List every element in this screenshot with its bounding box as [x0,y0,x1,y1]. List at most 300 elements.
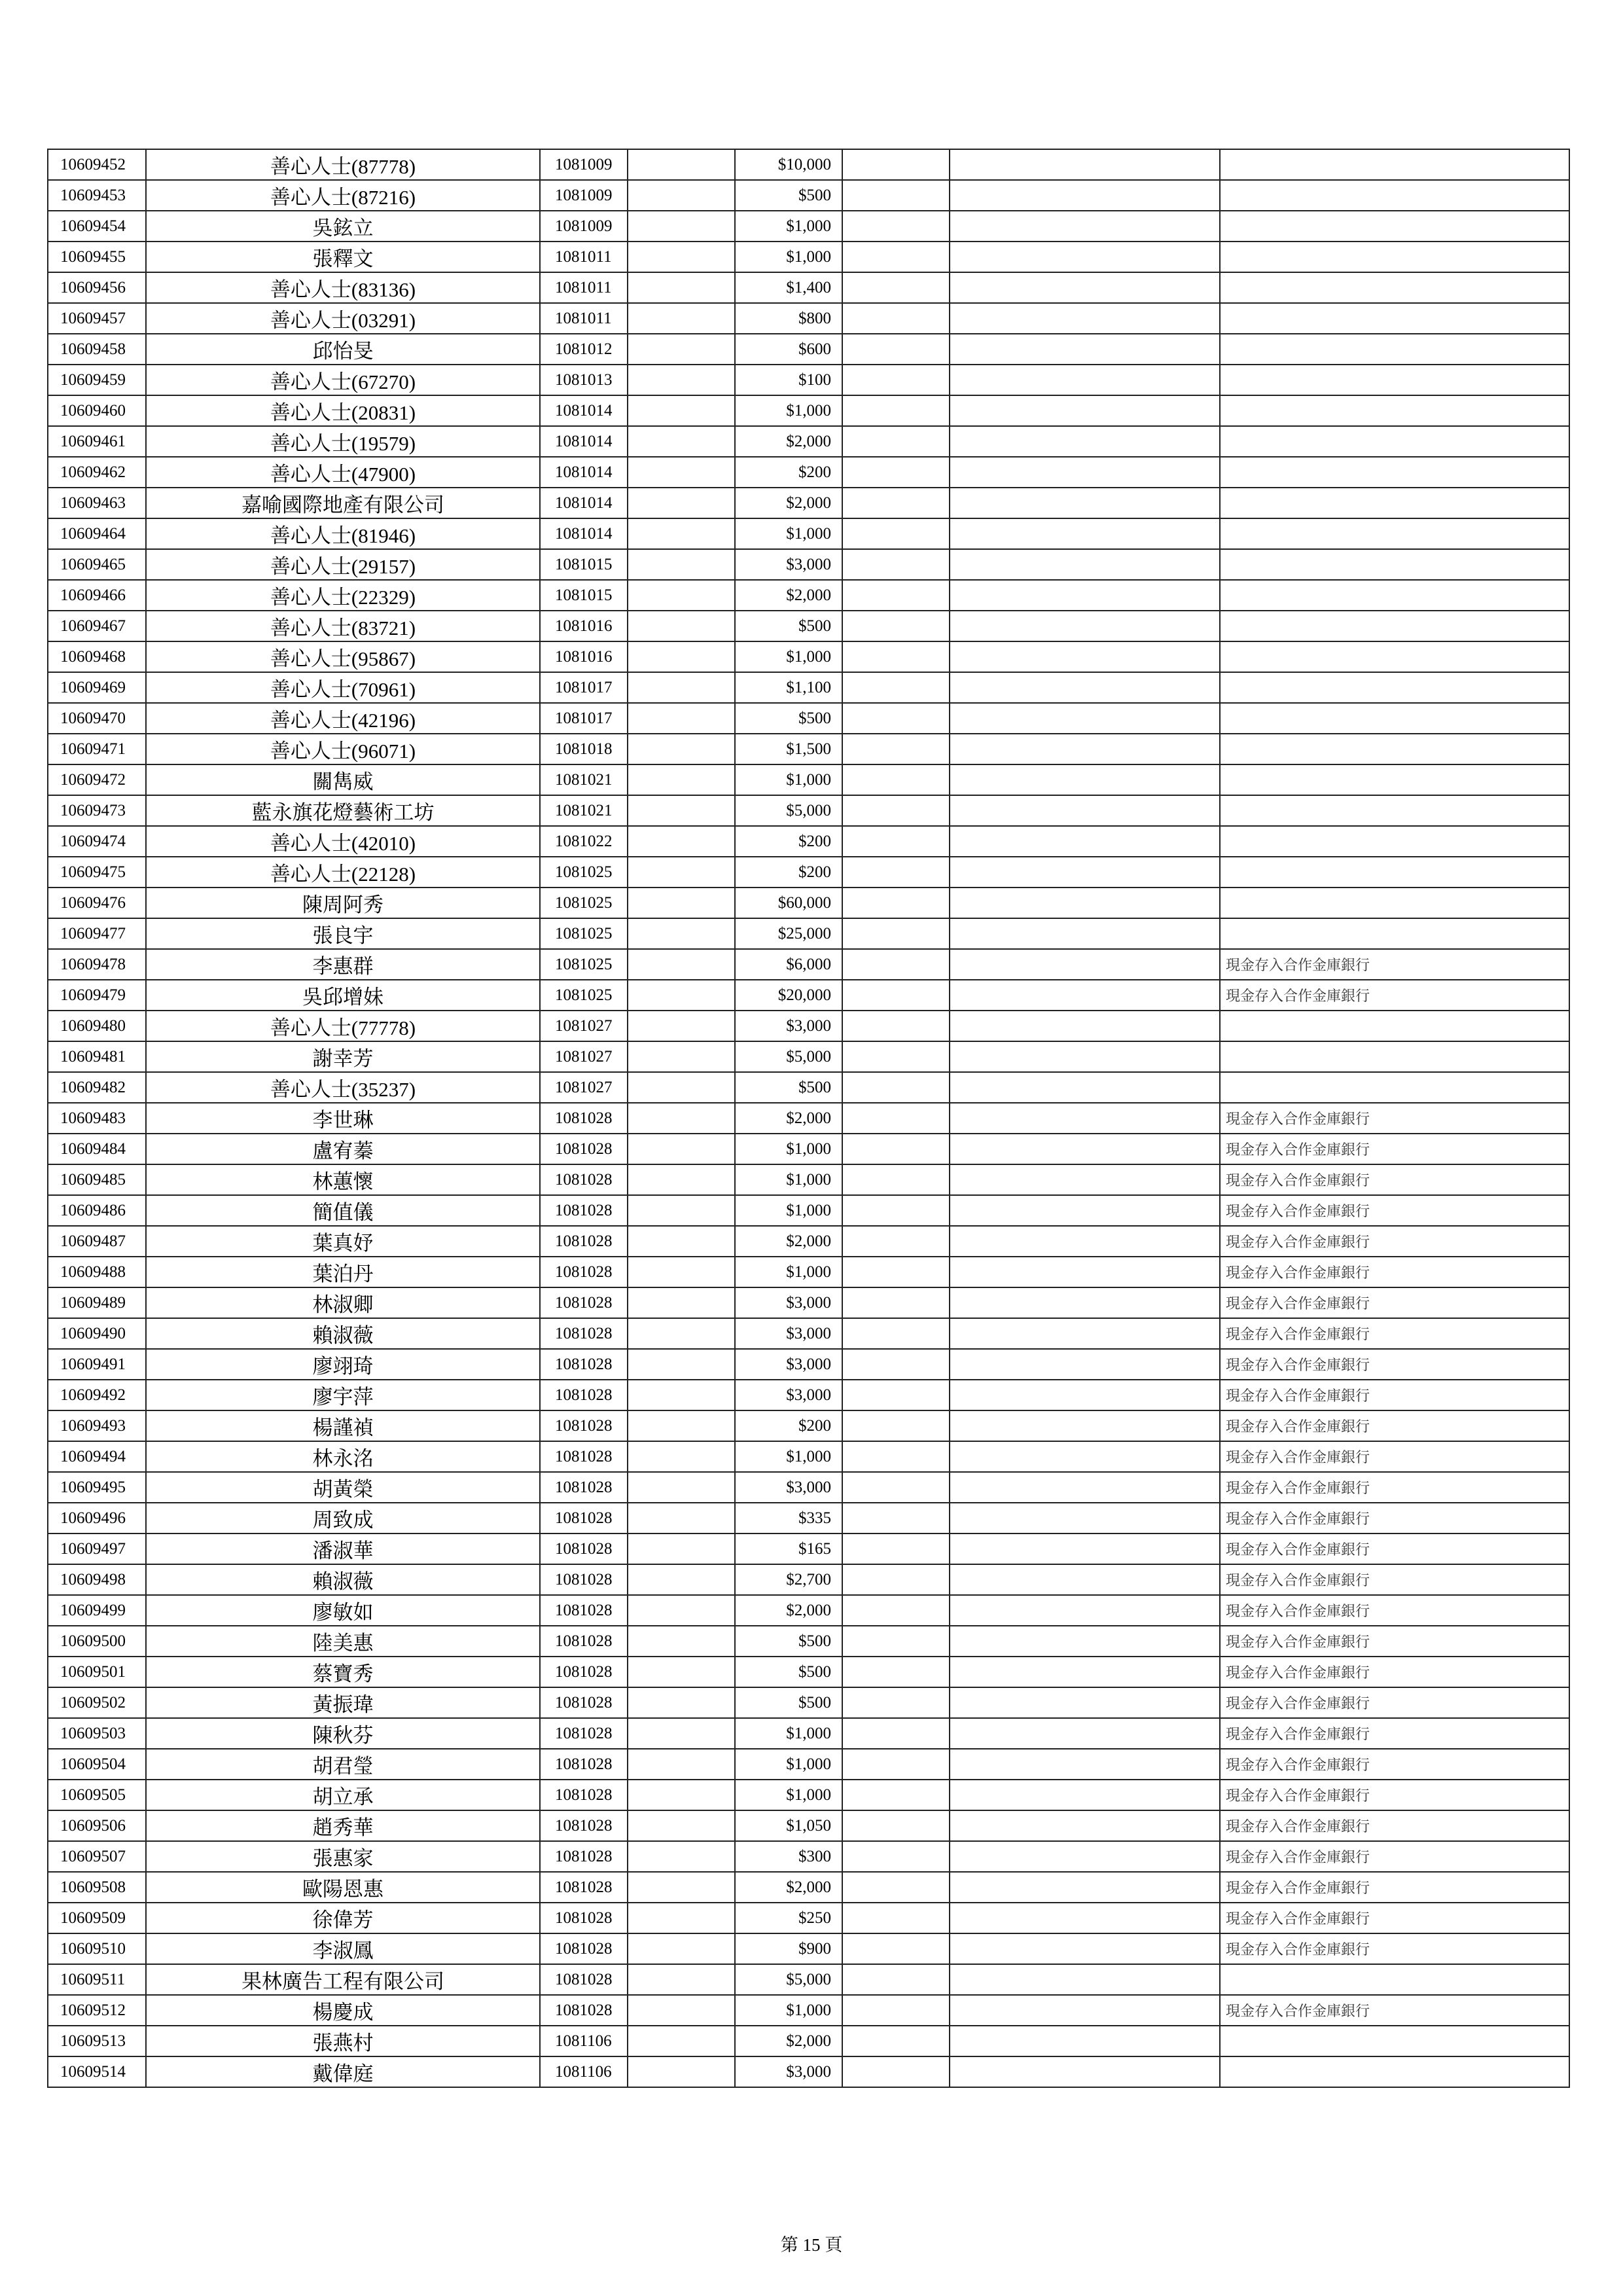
blank-cell [842,1164,950,1195]
amount-cell: $1,000 [735,1749,842,1780]
blank-cell [842,1441,950,1472]
blank-cell [842,1134,950,1164]
donor-name-cell: 善心人士(81946) [146,518,540,549]
table-row [48,888,1569,918]
donor-name-cell: 廖翊琦 [146,1349,540,1380]
blank-cell [842,1872,950,1903]
donation-date-cell: 1081015 [540,580,628,611]
remark-cell [1220,1011,1569,1041]
blank-cell [950,1933,1220,1964]
receipt-number-cell: 10609504 [48,1749,146,1780]
amount-cell: $500 [735,1626,842,1657]
blank-cell [842,1841,950,1872]
remark-cell: 現金存入合作金庫銀行 [1220,1841,1569,1872]
donor-name-cell: 善心人士(19579) [146,426,540,457]
amount-cell: $1,000 [735,1164,842,1195]
donor-name-cell: 善心人士(42196) [146,703,540,734]
table-row [48,1964,1569,1995]
donation-date-cell: 1081025 [540,857,628,888]
remark-cell [1220,857,1569,888]
donation-date-cell: 1081011 [540,242,628,272]
donation-date-cell: 1081027 [540,1072,628,1103]
remark-cell [1220,764,1569,795]
donation-date-cell: 1081028 [540,1657,628,1687]
amount-cell: $25,000 [735,918,842,949]
donation-date-cell: 1081028 [540,1441,628,1472]
blank-cell [950,1195,1220,1226]
remark-cell [1220,488,1569,518]
receipt-number-cell: 10609475 [48,857,146,888]
donation-date-cell: 1081025 [540,888,628,918]
donor-name-cell: 李世琳 [146,1103,540,1134]
donor-name-cell: 楊謹禎 [146,1410,540,1441]
blank-cell [842,488,950,518]
blank-cell [950,1687,1220,1718]
remark-cell: 現金存入合作金庫銀行 [1220,1195,1569,1226]
donor-name-cell: 善心人士(87778) [146,149,540,180]
amount-cell: $1,000 [735,1257,842,1287]
receipt-number-cell: 10609514 [48,2056,146,2087]
blank-cell [628,1626,735,1657]
blank-cell [628,580,735,611]
amount-cell: $5,000 [735,1964,842,1995]
blank-cell [950,242,1220,272]
table-row [48,1195,1569,1226]
amount-cell: $500 [735,1687,842,1718]
blank-cell [628,1072,735,1103]
blank-cell [628,211,735,242]
donor-name-cell: 盧宥蓁 [146,1134,540,1164]
blank-cell [628,365,735,395]
blank-cell [950,1780,1220,1810]
donation-date-cell: 1081016 [540,641,628,672]
table-row [48,1349,1569,1380]
blank-cell [842,1072,950,1103]
amount-cell: $1,100 [735,672,842,703]
blank-cell [950,1226,1220,1257]
amount-cell: $500 [735,1072,842,1103]
donation-date-cell: 1081014 [540,488,628,518]
amount-cell: $1,000 [735,1780,842,1810]
amount-cell: $500 [735,1657,842,1687]
remark-cell: 現金存入合作金庫銀行 [1220,1349,1569,1380]
blank-cell [842,1964,950,1995]
blank-cell [842,795,950,826]
table-row [48,1134,1569,1164]
amount-cell: $2,700 [735,1564,842,1595]
table-row [48,1810,1569,1841]
amount-cell: $335 [735,1503,842,1534]
blank-cell [842,980,950,1011]
blank-cell [628,1564,735,1595]
receipt-number-cell: 10609508 [48,1872,146,1903]
blank-cell [628,1964,735,1995]
amount-cell: $2,000 [735,1595,842,1626]
receipt-number-cell: 10609496 [48,1503,146,1534]
receipt-number-cell: 10609512 [48,1995,146,2026]
blank-cell [628,949,735,980]
donation-date-cell: 1081028 [540,1164,628,1195]
blank-cell [628,180,735,211]
blank-cell [950,1841,1220,1872]
table-row [48,1657,1569,1687]
donation-date-cell: 1081009 [540,180,628,211]
amount-cell: $1,000 [735,764,842,795]
amount-cell: $600 [735,334,842,365]
donor-name-cell: 簡值儀 [146,1195,540,1226]
table-row [48,1595,1569,1626]
donation-date-cell: 1081028 [540,1134,628,1164]
remark-cell: 現金存入合作金庫銀行 [1220,1257,1569,1287]
table-row [48,518,1569,549]
donor-name-cell: 林淑卿 [146,1287,540,1318]
amount-cell: $200 [735,457,842,488]
blank-cell [950,641,1220,672]
receipt-number-cell: 10609452 [48,149,146,180]
receipt-number-cell: 10609472 [48,764,146,795]
receipt-number-cell: 10609465 [48,549,146,580]
donor-name-cell: 善心人士(70961) [146,672,540,703]
receipt-number-cell: 10609482 [48,1072,146,1103]
blank-cell [950,1564,1220,1595]
blank-cell [842,365,950,395]
blank-cell [950,1072,1220,1103]
donation-date-cell: 1081028 [540,1964,628,1995]
remark-cell: 現金存入合作金庫銀行 [1220,1318,1569,1349]
table-row [48,395,1569,426]
donor-name-cell: 賴淑薇 [146,1318,540,1349]
receipt-number-cell: 10609458 [48,334,146,365]
remark-cell [1220,149,1569,180]
amount-cell: $900 [735,1933,842,1964]
donor-name-cell: 張釋文 [146,242,540,272]
remark-cell [1220,888,1569,918]
receipt-number-cell: 10609481 [48,1041,146,1072]
table-row [48,734,1569,764]
receipt-number-cell: 10609464 [48,518,146,549]
donor-name-cell: 張良宇 [146,918,540,949]
donor-name-cell: 葉真妤 [146,1226,540,1257]
remark-cell: 現金存入合作金庫銀行 [1220,949,1569,980]
table-row [48,426,1569,457]
blank-cell [950,149,1220,180]
blank-cell [628,457,735,488]
remark-cell [1220,2056,1569,2087]
donor-name-cell: 善心人士(67270) [146,365,540,395]
receipt-number-cell: 10609483 [48,1103,146,1134]
blank-cell [950,1718,1220,1749]
remark-cell: 現金存入合作金庫銀行 [1220,1287,1569,1318]
remark-cell [1220,580,1569,611]
receipt-number-cell: 10609513 [48,2026,146,2056]
receipt-number-cell: 10609491 [48,1349,146,1380]
blank-cell [950,734,1220,764]
donation-date-cell: 1081028 [540,1995,628,2026]
table-row [48,1318,1569,1349]
blank-cell [628,918,735,949]
blank-cell [628,888,735,918]
blank-cell [628,1318,735,1349]
blank-cell [842,826,950,857]
blank-cell [628,857,735,888]
remark-cell: 現金存入合作金庫銀行 [1220,1995,1569,2026]
donor-name-cell: 吳鉉立 [146,211,540,242]
donor-name-cell: 戴偉庭 [146,2056,540,2087]
amount-cell: $3,000 [735,1011,842,1041]
blank-cell [842,703,950,734]
blank-cell [842,1011,950,1041]
donor-name-cell: 果林廣告工程有限公司 [146,1964,540,1995]
remark-cell [1220,365,1569,395]
blank-cell [842,457,950,488]
blank-cell [628,1995,735,2026]
table-row [48,1841,1569,1872]
blank-cell [628,1872,735,1903]
blank-cell [950,334,1220,365]
amount-cell: $500 [735,703,842,734]
remark-cell [1220,795,1569,826]
table-row [48,1103,1569,1134]
table-row [48,334,1569,365]
table-row [48,211,1569,242]
donation-date-cell: 1081021 [540,764,628,795]
amount-cell: $500 [735,180,842,211]
table-row [48,1380,1569,1410]
blank-cell [842,1410,950,1441]
donation-date-cell: 1081028 [540,1841,628,1872]
blank-cell [842,180,950,211]
blank-cell [950,426,1220,457]
donation-date-cell: 1081025 [540,949,628,980]
donor-name-cell: 林蕙懷 [146,1164,540,1195]
remark-cell: 現金存入合作金庫銀行 [1220,1380,1569,1410]
blank-cell [842,1257,950,1287]
amount-cell: $1,000 [735,395,842,426]
amount-cell: $1,400 [735,272,842,303]
remark-cell [1220,1964,1569,1995]
blank-cell [628,734,735,764]
blank-cell [842,2056,950,2087]
donor-name-cell: 謝幸芳 [146,1041,540,1072]
blank-cell [842,764,950,795]
blank-cell [628,703,735,734]
blank-cell [842,949,950,980]
blank-cell [950,1964,1220,1995]
donor-name-cell: 張燕村 [146,2026,540,2056]
blank-cell [950,980,1220,1011]
donation-date-cell: 1081028 [540,1503,628,1534]
blank-cell [628,2056,735,2087]
blank-cell [842,1380,950,1410]
table-row [48,2056,1569,2087]
table-row [48,1257,1569,1287]
blank-cell [628,1011,735,1041]
blank-cell [842,734,950,764]
donation-date-cell: 1081028 [540,1933,628,1964]
receipt-number-cell: 10609489 [48,1287,146,1318]
amount-cell: $200 [735,857,842,888]
blank-cell [628,1257,735,1287]
donor-name-cell: 楊慶成 [146,1995,540,2026]
blank-cell [628,1595,735,1626]
donation-date-cell: 1081021 [540,795,628,826]
blank-cell [628,488,735,518]
table-row [48,1164,1569,1195]
blank-cell [950,272,1220,303]
blank-cell [950,672,1220,703]
receipt-number-cell: 10609480 [48,1011,146,1041]
amount-cell: $2,000 [735,426,842,457]
donation-date-cell: 1081028 [540,1780,628,1810]
blank-cell [628,1718,735,1749]
blank-cell [628,1903,735,1933]
blank-cell [628,1841,735,1872]
blank-cell [950,365,1220,395]
donor-name-cell: 善心人士(83136) [146,272,540,303]
remark-cell: 現金存入合作金庫銀行 [1220,1410,1569,1441]
blank-cell [950,1287,1220,1318]
donation-date-cell: 1081028 [540,1318,628,1349]
blank-cell [628,764,735,795]
table-row [48,180,1569,211]
remark-cell: 現金存入合作金庫銀行 [1220,1472,1569,1503]
table-row [48,795,1569,826]
donor-name-cell: 徐偉芳 [146,1903,540,1933]
donation-date-cell: 1081028 [540,1410,628,1441]
table-row [48,1933,1569,1964]
amount-cell: $2,000 [735,580,842,611]
table-row [48,457,1569,488]
remark-cell [1220,641,1569,672]
blank-cell [950,826,1220,857]
table-row [48,703,1569,734]
amount-cell: $200 [735,1410,842,1441]
blank-cell [950,795,1220,826]
remark-cell: 現金存入合作金庫銀行 [1220,1872,1569,1903]
receipt-number-cell: 10609484 [48,1134,146,1164]
donor-name-cell: 胡立承 [146,1780,540,1810]
blank-cell [628,1195,735,1226]
donor-name-cell: 吳邱增妹 [146,980,540,1011]
blank-cell [950,180,1220,211]
table-row [48,918,1569,949]
receipt-number-cell: 10609485 [48,1164,146,1195]
donor-name-cell: 胡黃榮 [146,1472,540,1503]
remark-cell: 現金存入合作金庫銀行 [1220,1657,1569,1687]
blank-cell [842,1626,950,1657]
blank-cell [628,395,735,426]
donation-date-cell: 1081011 [540,272,628,303]
donation-date-cell: 1081015 [540,549,628,580]
table-row [48,1287,1569,1318]
table-row [48,1410,1569,1441]
donation-date-cell: 1081027 [540,1011,628,1041]
blank-cell [628,611,735,641]
donation-date-cell: 1081106 [540,2026,628,2056]
blank-cell [842,395,950,426]
donation-date-cell: 1081014 [540,395,628,426]
table-row [48,1534,1569,1564]
table-row [48,1780,1569,1810]
blank-cell [842,211,950,242]
remark-cell: 現金存入合作金庫銀行 [1220,1626,1569,1657]
blank-cell [842,1195,950,1226]
blank-cell [628,549,735,580]
donor-name-cell: 善心人士(95867) [146,641,540,672]
blank-cell [950,211,1220,242]
blank-cell [628,1041,735,1072]
blank-cell [842,1472,950,1503]
donation-date-cell: 1081027 [540,1041,628,1072]
donor-name-cell: 陳秋芬 [146,1718,540,1749]
blank-cell [628,1687,735,1718]
table-row [48,1072,1569,1103]
donation-date-cell: 1081028 [540,1472,628,1503]
table-row [48,1995,1569,2026]
blank-cell [628,149,735,180]
table-row [48,1226,1569,1257]
blank-cell [842,1226,950,1257]
receipt-number-cell: 10609453 [48,180,146,211]
amount-cell: $20,000 [735,980,842,1011]
blank-cell [842,857,950,888]
donation-date-cell: 1081028 [540,1257,628,1287]
amount-cell: $100 [735,365,842,395]
donation-date-cell: 1081028 [540,1749,628,1780]
remark-cell [1220,1041,1569,1072]
blank-cell [842,549,950,580]
donation-date-cell: 1081018 [540,734,628,764]
blank-cell [842,580,950,611]
receipt-number-cell: 10609477 [48,918,146,949]
remark-cell [1220,395,1569,426]
remark-cell: 現金存入合作金庫銀行 [1220,1564,1569,1595]
donation-date-cell: 1081028 [540,1349,628,1380]
table-row [48,149,1569,180]
remark-cell: 現金存入合作金庫銀行 [1220,1103,1569,1134]
amount-cell: $3,000 [735,2056,842,2087]
donation-date-cell: 1081028 [540,1226,628,1257]
remark-cell: 現金存入合作金庫銀行 [1220,1534,1569,1564]
remark-cell: 現金存入合作金庫銀行 [1220,1687,1569,1718]
blank-cell [842,426,950,457]
blank-cell [950,1257,1220,1287]
remark-cell [1220,180,1569,211]
amount-cell: $1,000 [735,1718,842,1749]
receipt-number-cell: 10609499 [48,1595,146,1626]
donation-date-cell: 1081028 [540,1103,628,1134]
table-row [48,580,1569,611]
receipt-number-cell: 10609454 [48,211,146,242]
blank-cell [950,1657,1220,1687]
blank-cell [950,1349,1220,1380]
remark-cell [1220,734,1569,764]
receipt-number-cell: 10609470 [48,703,146,734]
blank-cell [842,272,950,303]
amount-cell: $300 [735,1841,842,1872]
blank-cell [628,426,735,457]
blank-cell [950,488,1220,518]
blank-cell [842,149,950,180]
table-row [48,1903,1569,1933]
blank-cell [628,1134,735,1164]
amount-cell: $1,000 [735,211,842,242]
donation-date-cell: 1081106 [540,2056,628,2087]
blank-cell [842,1318,950,1349]
page-number: 第 15 頁 [780,2235,843,2255]
receipt-number-cell: 10609463 [48,488,146,518]
donor-name-cell: 善心人士(96071) [146,734,540,764]
